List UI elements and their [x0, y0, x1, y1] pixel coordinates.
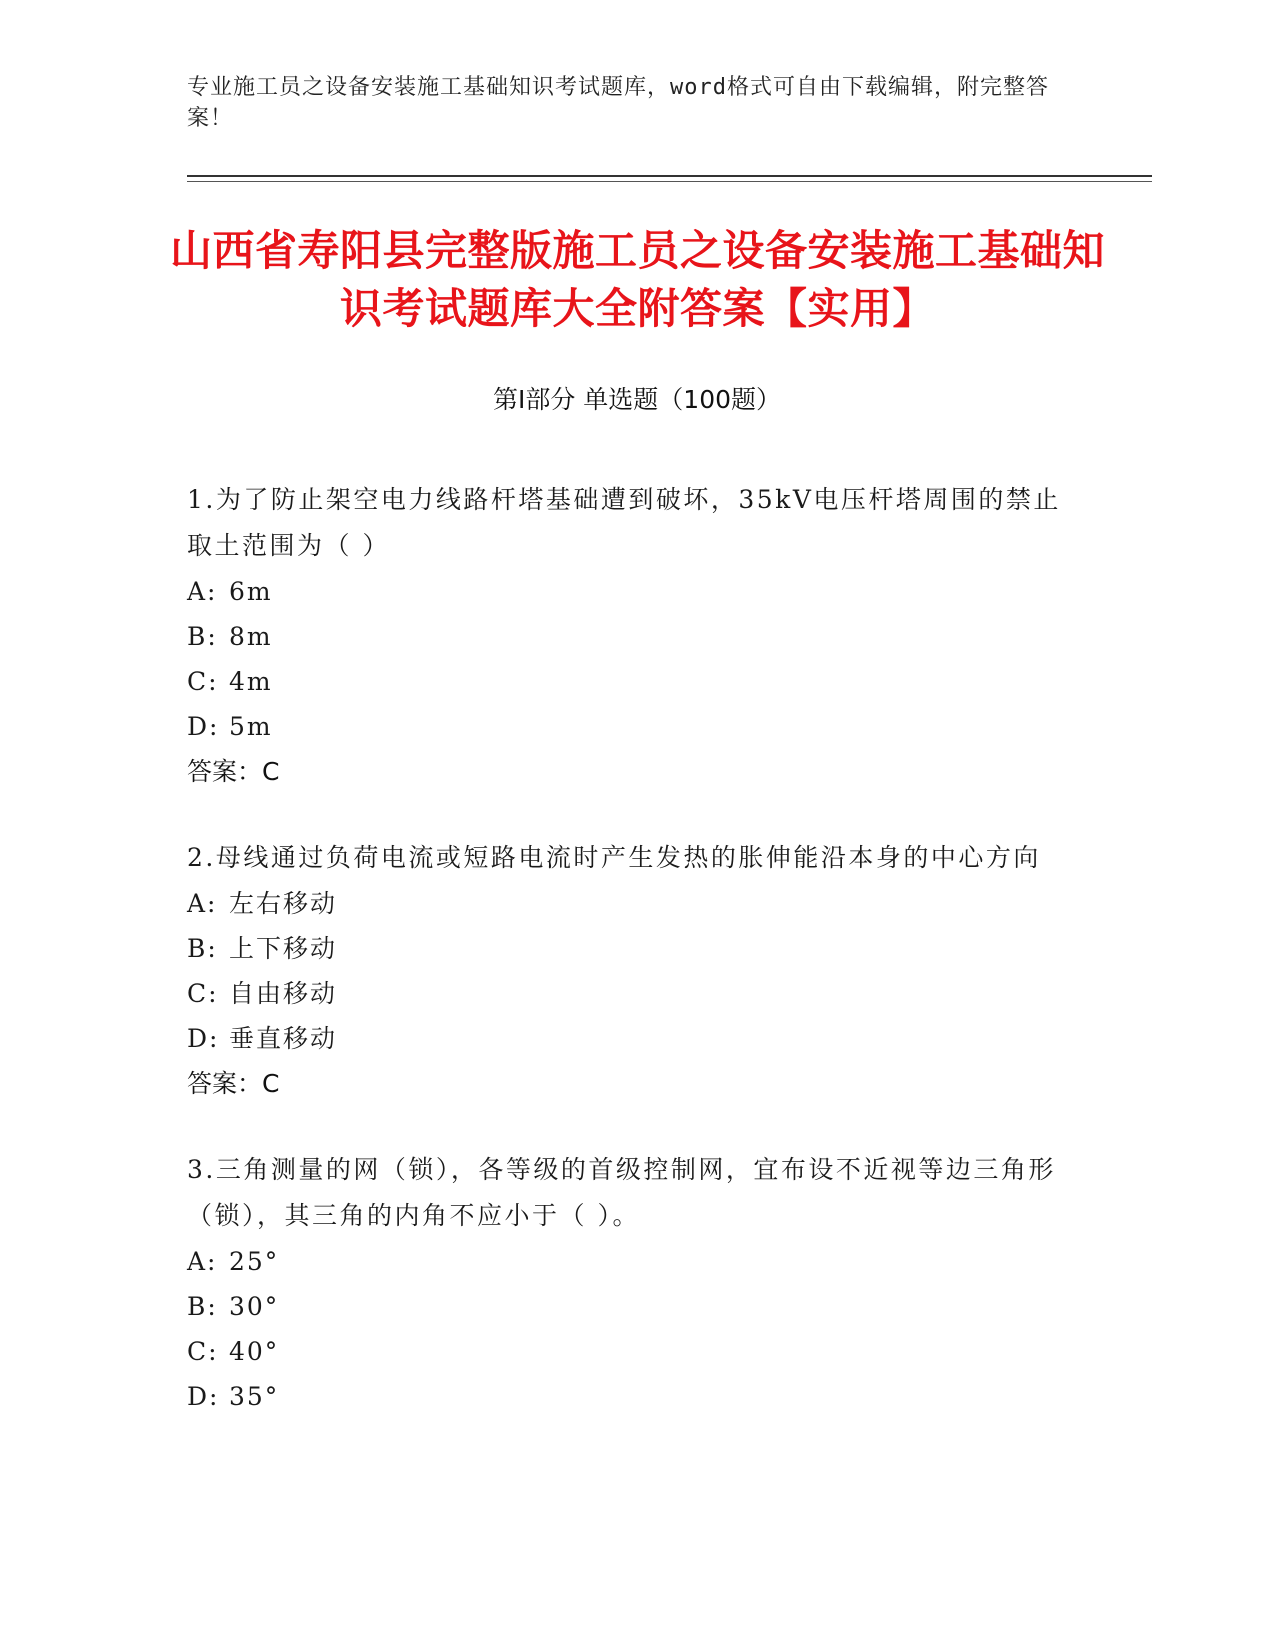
- option-b: [187, 1284, 1067, 1329]
- option-text: 左右移动: [229, 889, 338, 918]
- option-key: C:: [187, 1337, 219, 1366]
- option-key: B:: [187, 1292, 218, 1321]
- header-rule-thin: [187, 181, 1152, 182]
- option-key: A:: [187, 577, 218, 606]
- question-stem: 1.为了防止架空电力线路杆塔基础遭到破坏，35kV电压杆塔周围的禁止取土范围为（ ）: [187, 485, 1061, 560]
- option-text: 30°: [229, 1292, 280, 1321]
- option-a: [187, 1239, 1067, 1284]
- option-a: [187, 569, 1067, 614]
- option-b: [187, 614, 1067, 659]
- option-key: D:: [187, 712, 220, 741]
- option-d: [187, 1374, 1067, 1419]
- answer: 答案：C: [187, 1069, 280, 1098]
- option-text: 上下移动: [229, 934, 338, 963]
- option-key: D:: [187, 1024, 220, 1053]
- question-1: [187, 477, 1067, 795]
- option-text: 35°: [229, 1382, 280, 1411]
- option-text: 8m: [229, 622, 273, 651]
- option-d: [187, 704, 1067, 749]
- question-list: [187, 477, 1067, 1459]
- option-text: 4m: [229, 667, 273, 696]
- question-2: [187, 835, 1067, 1107]
- option-c: [187, 1329, 1067, 1374]
- answer: 答案：C: [187, 757, 280, 786]
- document-title: 山西省寿阳县完整版施工员之设备安装施工基础知识考试题库大全附答案【实用】: [169, 226, 1105, 333]
- header-rule-thick: [187, 175, 1152, 177]
- option-c: [187, 659, 1067, 704]
- question-stem: 3.三角测量的网（锁），各等级的首级控制网，宜布设不近视等边三角形（锁），其三角的内角不应小于（ ）。: [187, 1155, 1056, 1230]
- option-text: 5m: [229, 712, 273, 741]
- option-key: B:: [187, 622, 218, 651]
- option-key: A:: [187, 1247, 218, 1276]
- section-title: 第Ⅰ部分 单选题（100题）: [492, 385, 782, 414]
- option-key: A:: [187, 889, 218, 918]
- option-a: [187, 881, 1067, 926]
- option-text: 自由移动: [229, 979, 338, 1008]
- option-key: C:: [187, 667, 219, 696]
- option-text: 垂直移动: [229, 1024, 338, 1053]
- option-text: 6m: [229, 577, 273, 606]
- option-text: 25°: [229, 1247, 280, 1276]
- option-b: [187, 926, 1067, 971]
- question-3: [187, 1147, 1067, 1419]
- option-c: [187, 971, 1067, 1016]
- option-text: 40°: [229, 1337, 280, 1366]
- option-key: B:: [187, 934, 218, 963]
- option-key: D:: [187, 1382, 220, 1411]
- header-note: 专业施工员之设备安装施工基础知识考试题库，word格式可自由下载编辑，附完整答案！: [187, 75, 1049, 131]
- question-stem: 2.母线通过负荷电流或短路电流时产生发热的胀伸能沿本身的中心方向: [187, 843, 1041, 872]
- option-key: C:: [187, 979, 219, 1008]
- option-d: [187, 1016, 1067, 1061]
